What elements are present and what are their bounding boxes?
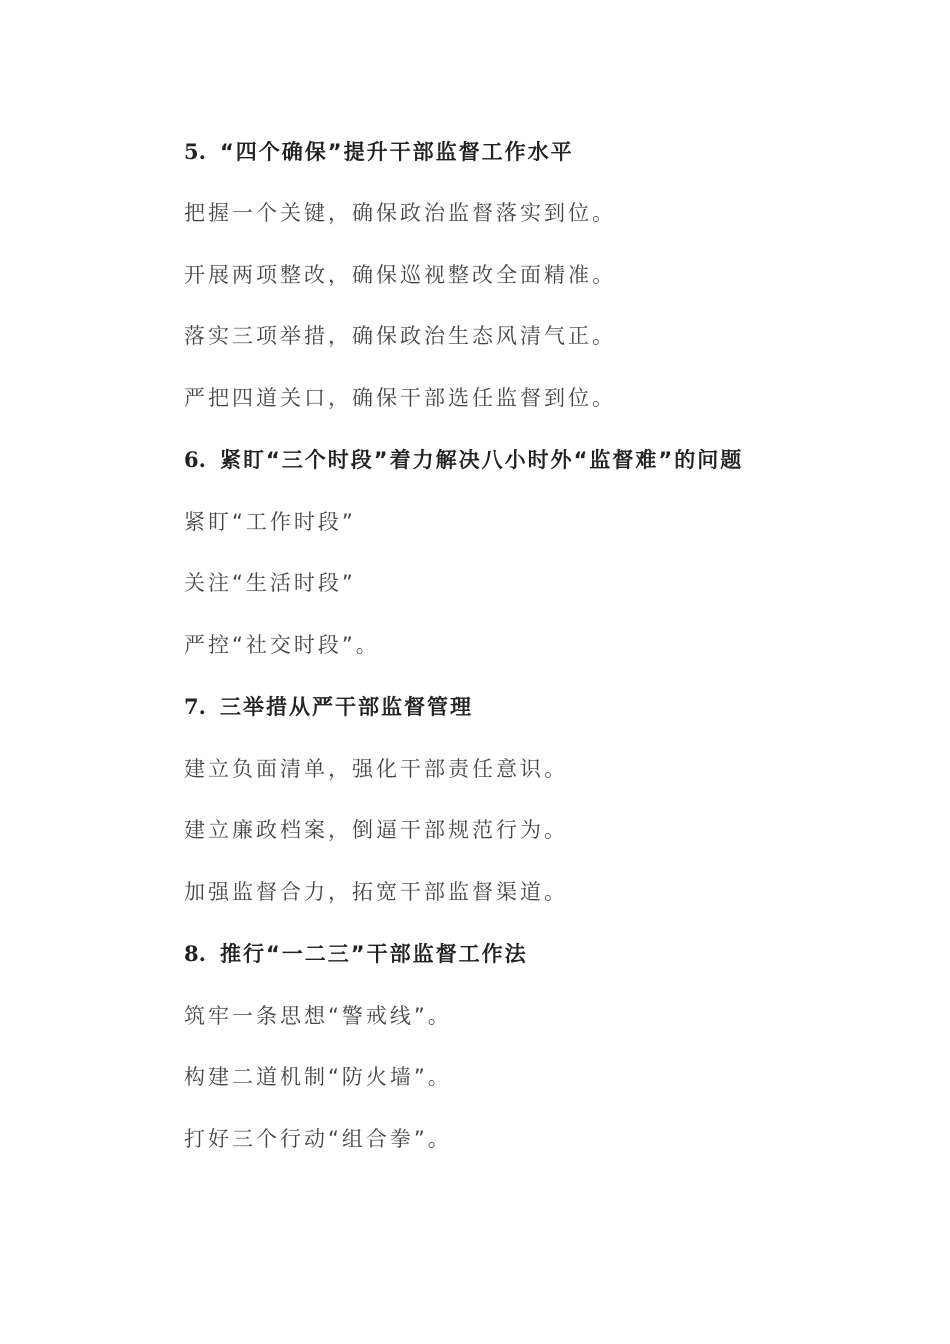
section-heading [184, 445, 743, 475]
paragraph: 把握一个关键，确保政治监督落实到位。 [184, 201, 616, 225]
paragraph: 严把四道关口，确保干部选任监督到位。 [184, 386, 616, 410]
paragraph: 筑牢一条思想“警戒线”。 [184, 1004, 452, 1028]
section-heading [184, 939, 528, 969]
section-title: 紧盯“三个时段”着力解决八小时外“监督难”的问题 [220, 448, 744, 472]
paragraph: 严控“社交时段”。 [184, 633, 380, 657]
section-title: “四个确保”提升干部监督工作水平 [220, 140, 574, 164]
paragraph: 构建二道机制“防火墙”。 [184, 1065, 452, 1089]
paragraph: 打好三个行动“组合拳”。 [184, 1127, 452, 1151]
section-heading [184, 692, 473, 722]
section-title: 三举措从严干部监督管理 [220, 695, 473, 719]
section-number: 8. [184, 941, 206, 966]
section-heading [184, 137, 574, 167]
paragraph: 加强监督合力，拓宽干部监督渠道。 [184, 880, 568, 904]
section-number: 7. [184, 694, 206, 719]
paragraph: 建立负面清单，强化干部责任意识。 [184, 757, 568, 781]
section-number: 6. [184, 447, 206, 472]
paragraph: 开展两项整改，确保巡视整改全面精准。 [184, 263, 616, 287]
paragraph: 建立廉政档案，倒逼干部规范行为。 [184, 818, 568, 842]
paragraph: 紧盯“工作时段” [184, 510, 356, 534]
section-number: 5. [184, 139, 206, 164]
paragraph: 关注“生活时段” [184, 571, 356, 595]
section-title: 推行“一二三”干部监督工作法 [220, 942, 528, 966]
paragraph: 落实三项举措，确保政治生态风清气正。 [184, 324, 616, 348]
